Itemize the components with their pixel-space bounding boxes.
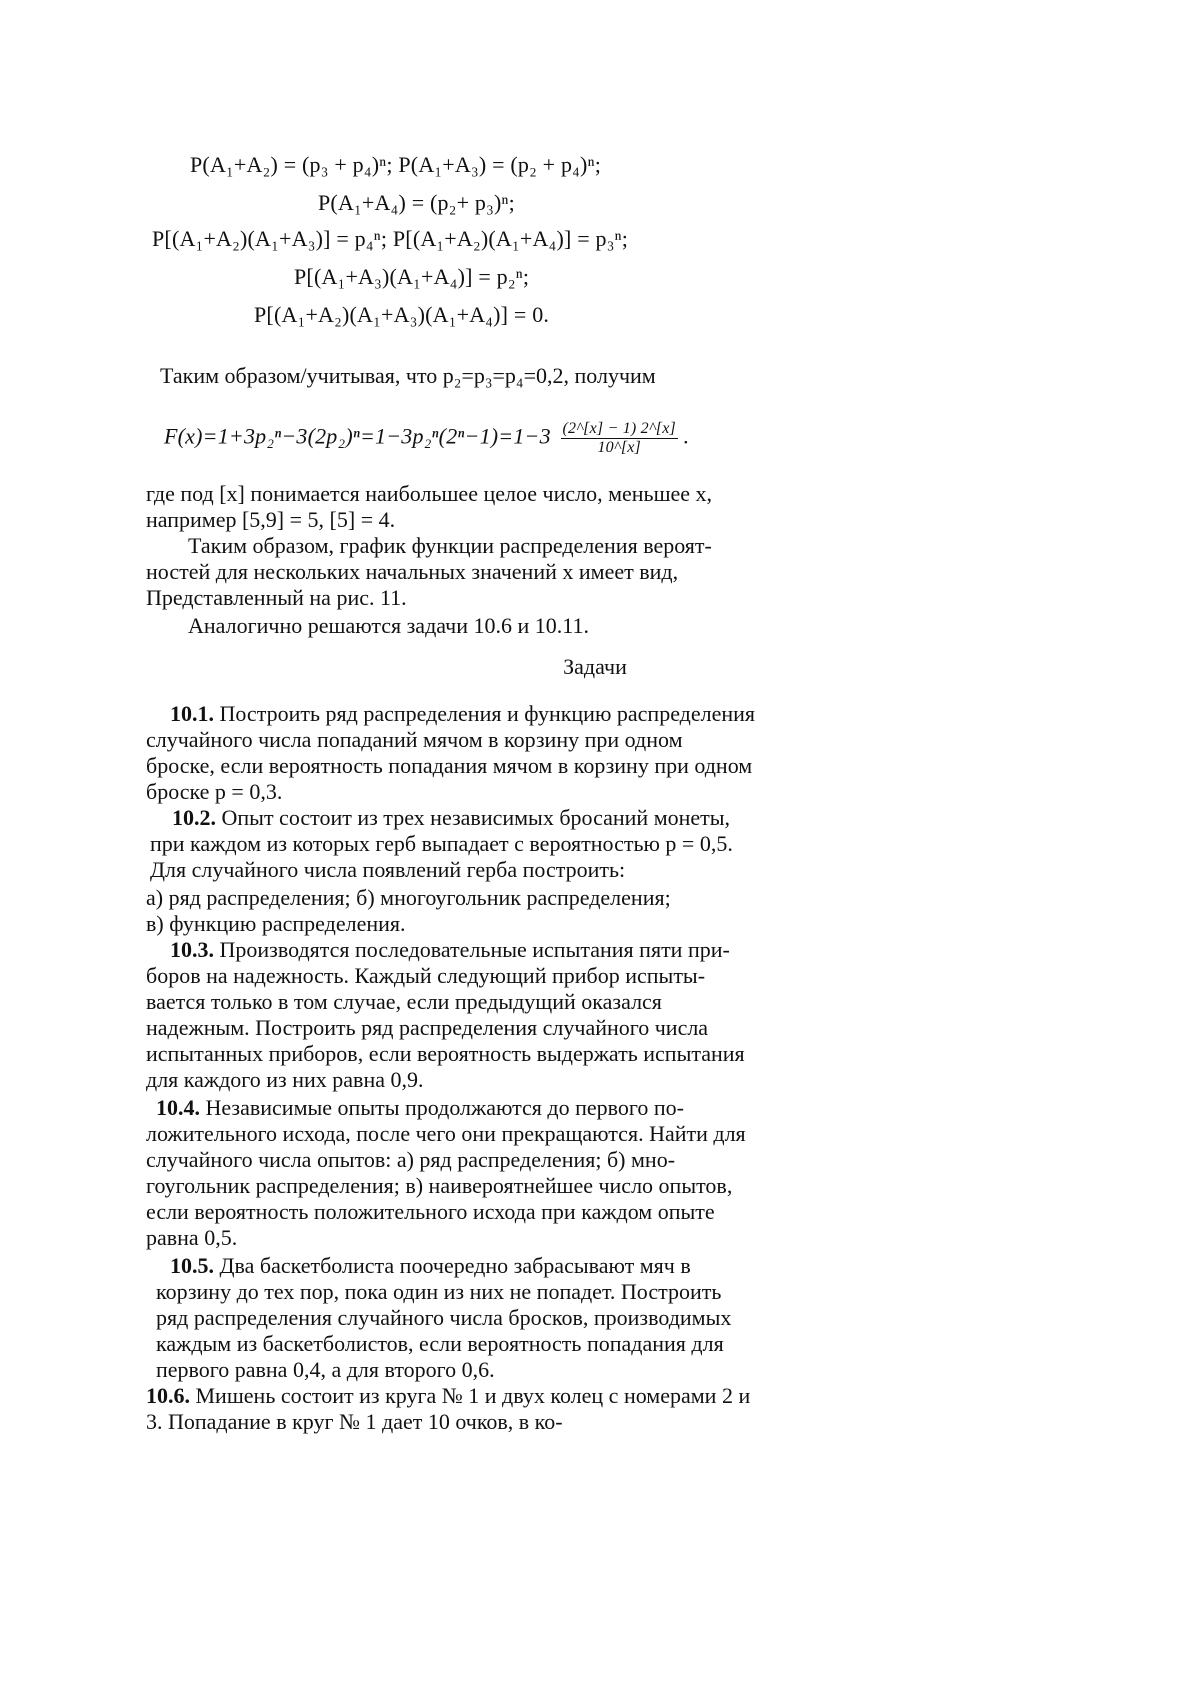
- fx-numerator: (2^[x] − 1) 2^[x]: [562, 420, 676, 437]
- task-10-3-line-3: вается только в том случае, если предыдущий оказался: [146, 989, 662, 1014]
- task-10-5-line-2: корзину до тех пор, пока один из них не попадет. Построить: [156, 1279, 722, 1304]
- task-number: 10.3.: [170, 937, 214, 962]
- task-number: 10.1.: [170, 701, 214, 726]
- paragraph-1-line-2: например [5,9] = 5, [5] = 4.: [146, 507, 396, 532]
- task-text: Независимые опыты продолжаются до первого по-: [200, 1095, 684, 1120]
- task-10-2-line-5: в) функцию распределения.: [146, 911, 406, 936]
- fx-end: .: [683, 423, 690, 449]
- intro-text: Таким образом/учитывая, что p₂=p₃=p₄=0,2, получим: [160, 363, 656, 388]
- task-10-4-line-1: [156, 1094, 684, 1122]
- formula-line-5: P[(A₁+A₂)(A₁+A₃)(A₁+A₄)] = 0.: [254, 302, 550, 327]
- task-10-4-line-5: если вероятность положительного исхода при каждом опыте: [146, 1199, 715, 1224]
- task-10-3-line-5: испытанных приборов, если вероятность выдержать испытания: [146, 1041, 745, 1066]
- task-number: 10.4.: [156, 1095, 200, 1120]
- fx-fraction: [561, 420, 678, 457]
- task-10-3-line-1: [170, 936, 730, 964]
- task-10-1-line-1: [170, 700, 755, 728]
- task-10-3-line-2: боров на надежность. Каждый следующий прибор испыты-: [146, 963, 706, 988]
- task-10-1-line-2: случайного числа попаданий мячом в корзину при одном: [146, 727, 683, 752]
- paragraph-2-line-2: ностей для нескольких начальных значений x имеет вид,: [146, 559, 679, 584]
- fx-denominator: 10^[x]: [597, 439, 641, 456]
- task-10-6-line-1: [146, 1382, 750, 1410]
- task-text: Два баскетболиста поочередно забрасывают мяч в: [214, 1253, 691, 1278]
- distribution-function-formula: [164, 420, 689, 457]
- task-text: Производятся последовательные испытания пяти при-: [214, 937, 730, 962]
- task-10-4-line-4: гоугольник распределения; в) наивероятнейшее число опытов,: [146, 1173, 733, 1198]
- task-10-5-line-4: каждым из баскетболистов, если вероятность попадания для: [156, 1331, 724, 1356]
- task-10-6-line-2: 3. Попадание в круг № 1 дает 10 очков, в ко-: [146, 1409, 563, 1434]
- task-10-5-line-1: [170, 1252, 691, 1280]
- paragraph-2-line-3: Представленный на рис. 11.: [146, 585, 407, 610]
- task-text: Мишень состоит из круга № 1 и двух колец с номерами 2 и: [190, 1383, 751, 1408]
- section-heading: Задачи: [563, 654, 627, 679]
- task-10-2-line-4: а) ряд распределения; б) многоугольник распределения;: [146, 885, 671, 910]
- task-10-1-line-3: броске, если вероятность попадания мячом в корзину при одном: [146, 753, 753, 778]
- formula-line-3: P[(A₁+A₂)(A₁+A₃)] = p₄ⁿ; P[(A₁+A₂)(A₁+A₄)] = p₃ⁿ;: [152, 226, 629, 251]
- task-10-4-line-2: ложительного исхода, после чего они прекращаются. Найти для: [146, 1121, 746, 1146]
- task-number: 10.2.: [172, 805, 216, 830]
- formula-line-4: P[(A₁+A₃)(A₁+A₄)] = p₂ⁿ;: [294, 264, 530, 289]
- task-10-2-line-3: Для случайного числа появлений герба построить:: [150, 857, 626, 882]
- task-10-3-line-4: надежным. Построить ряд распределения случайного числа: [146, 1015, 709, 1040]
- paragraph-2-line-1: Таким образом, график функции распределения вероят-: [188, 533, 712, 558]
- fx-expression: F(x)=1+3p₂ⁿ−3(2p₂)ⁿ=1−3p₂ⁿ(2ⁿ−1)=1−3: [164, 423, 551, 449]
- formula-line-1: P(A₁+A₂) = (p₃ + p₄)ⁿ; P(A₁+A₃) = (p₂ + p₄)ⁿ;: [190, 152, 602, 177]
- task-10-3-line-6: для каждого из них равна 0,9.: [146, 1067, 424, 1092]
- task-text: Построить ряд распределения и функцию распределения: [214, 701, 756, 726]
- task-10-4-line-6: равна 0,5.: [146, 1225, 238, 1250]
- task-10-2-line-1: [172, 804, 730, 832]
- task-10-5-line-3: ряд распределения случайного числа бросков, производимых: [156, 1305, 732, 1330]
- task-text: Опыт состоит из трех независимых бросаний монеты,: [216, 805, 731, 830]
- paragraph-3-line-1: Аналогично решаются задачи 10.6 и 10.11.: [188, 613, 589, 638]
- task-10-4-line-3: случайного числа опытов: а) ряд распределения; б) мно-: [146, 1147, 676, 1172]
- task-number: 10.6.: [146, 1383, 190, 1408]
- paragraph-1-line-1: где под [x] понимается наибольшее целое число, меньшее x,: [146, 481, 713, 506]
- task-10-5-line-5: первого равна 0,4, а для второго 0,6.: [156, 1357, 495, 1382]
- formula-line-2: P(A₁+A₄) = (p₂+ p₃)ⁿ;: [318, 190, 515, 215]
- task-10-2-line-2: при каждом из которых герб выпадает с вероятностью p = 0,5.: [150, 831, 733, 856]
- task-number: 10.5.: [170, 1253, 214, 1278]
- task-10-1-line-4: броске p = 0,3.: [146, 779, 283, 804]
